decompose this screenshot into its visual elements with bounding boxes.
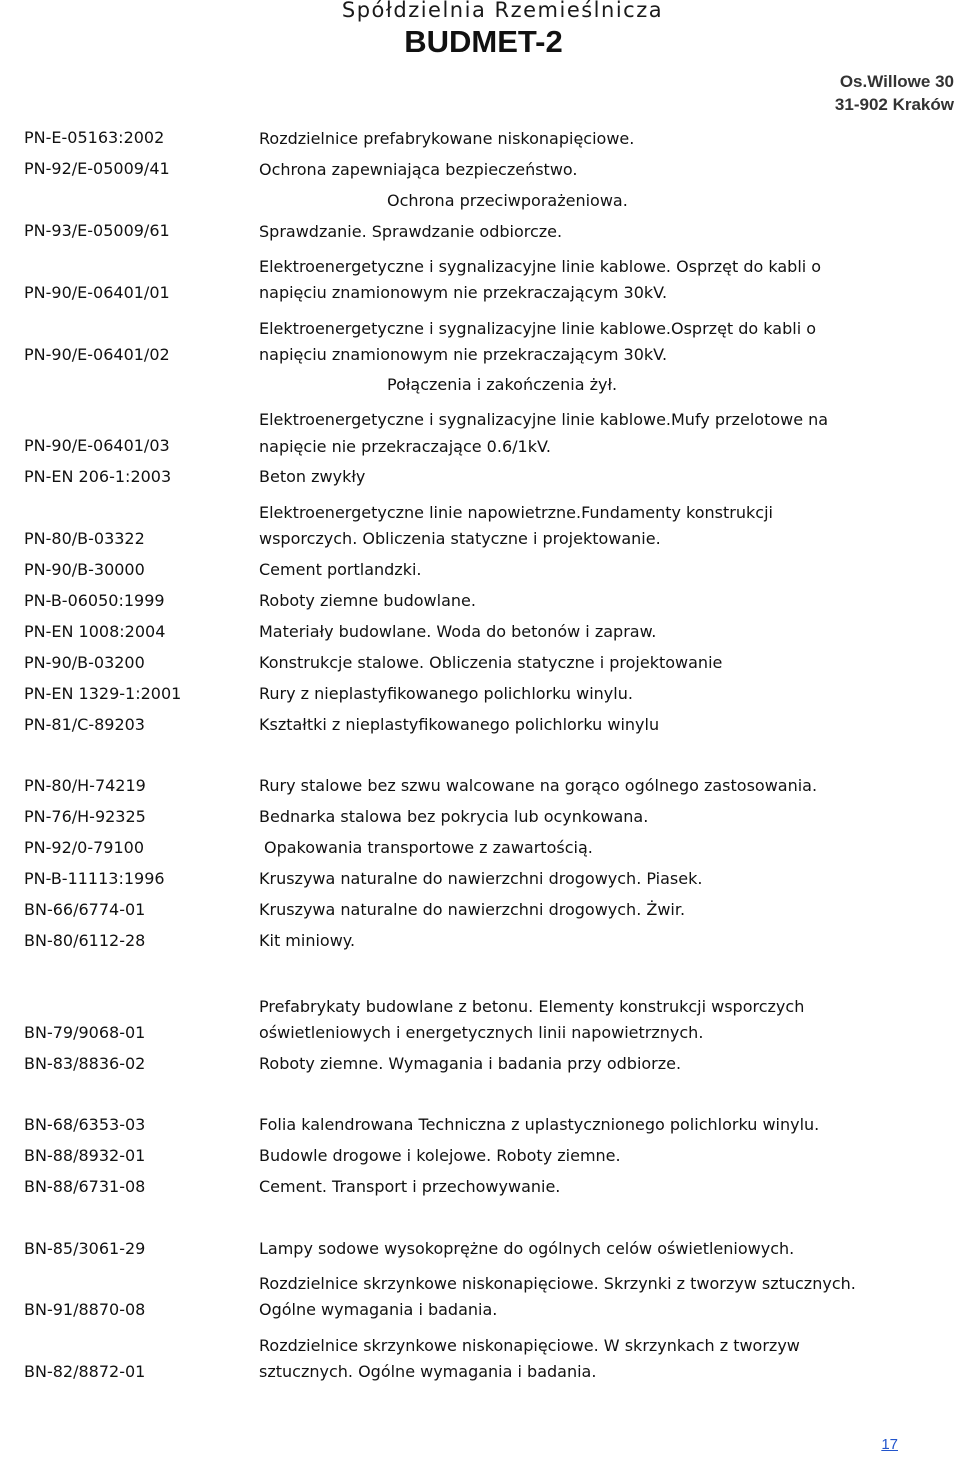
standard-code: BN-88/6731-08 [24, 1177, 146, 1196]
standard-description: Ogólne wymagania i badania. [259, 1300, 498, 1319]
standard-code: BN-79/9068-01 [24, 1023, 146, 1042]
standard-description: napięciu znamionowym nie przekraczającym 30kV. [259, 283, 668, 302]
standard-description: Rozdzielnice skrzynkowe niskonapięciowe. Skrzynki z tworzyw sztucznych. [259, 1274, 856, 1293]
company-title: Spółdzielnia Rzemieślnicza [341, 0, 664, 22]
standard-description: Elektroenergetyczne i sygnalizacyjne linie kablowe.Mufy przelotowe na [259, 410, 829, 429]
standard-description: oświetleniowych i energetycznych linii napowietrznych. [259, 1023, 704, 1042]
standard-description: Roboty ziemne budowlane. [259, 591, 476, 610]
standard-code: PN-92/0-79100 [24, 838, 144, 857]
standard-code: PN-76/H-92325 [24, 807, 146, 826]
standard-code: PN-B-06050:1999 [24, 591, 165, 610]
standard-description: Elektroenergetyczne i sygnalizacyjne linie kablowe.Osprzęt do kabli o [259, 319, 817, 338]
address-city: 31-902 Kraków [834, 95, 954, 114]
address-street: Os.Willowe 30 [839, 72, 954, 91]
standard-description: wsporczych. Obliczenia statyczne i projektowanie. [259, 529, 661, 548]
standard-code: PN-EN 1329-1:2001 [24, 684, 182, 703]
standard-description: napięcie nie przekraczające 0.6/1kV. [259, 437, 551, 456]
standard-code: PN-92/E-05009/41 [24, 159, 170, 178]
standard-description: napięciu znamionowym nie przekraczającym 30kV. [259, 345, 668, 364]
standard-description: Rury z nieplastyfikowanego polichlorku winylu. [259, 684, 633, 703]
standard-description: Konstrukcje stalowe. Obliczenia statyczne i projektowanie [259, 653, 723, 672]
standard-code: BN-85/3061-29 [24, 1239, 146, 1258]
standard-description: Ochrona zapewniająca bezpieczeństwo. [259, 160, 578, 179]
standard-code: PN-90/E-06401/02 [24, 345, 170, 364]
standard-code: PN-90/B-03200 [24, 653, 145, 672]
standard-code: BN-88/8932-01 [24, 1146, 146, 1165]
company-name: BUDMET-2 [404, 24, 563, 59]
standard-description: Kit miniowy. [259, 931, 356, 950]
standard-description: Prefabrykaty budowlane z betonu. Elementy konstrukcji wsporczych [259, 997, 805, 1016]
standard-description: Roboty ziemne. Wymagania i badania przy odbiorze. [259, 1054, 682, 1073]
standard-description: sztucznych. Ogólne wymagania i badania. [259, 1362, 597, 1381]
standard-code: PN-EN 1008:2004 [24, 622, 166, 641]
standard-code: BN-91/8870-08 [24, 1300, 146, 1319]
standard-code: PN-B-11113:1996 [24, 869, 165, 888]
standard-description: Sprawdzanie. Sprawdzanie odbiorcze. [259, 222, 563, 241]
standard-code: BN-82/8872-01 [24, 1362, 146, 1381]
standard-description: Elektroenergetyczne linie napowietrzne.Fundamenty konstrukcji [259, 503, 773, 522]
standard-code: PN-80/H-74219 [24, 776, 146, 795]
standard-description: Rozdzielnice skrzynkowe niskonapięciowe. W skrzynkach z tworzyw [259, 1336, 800, 1355]
standard-code: BN-68/6353-03 [24, 1115, 146, 1134]
standard-code: BN-80/6112-28 [24, 931, 146, 950]
standard-code: PN-90/E-06401/01 [24, 283, 170, 302]
standard-code: PN-90/B-30000 [24, 560, 145, 579]
standard-description: Opakowania transportowe z zawartością. [264, 838, 593, 857]
standard-description: Bednarka stalowa bez pokrycia lub ocynkowana. [259, 807, 649, 826]
standard-code: PN-EN 206-1:2003 [24, 467, 172, 486]
page-number: 17 [881, 1436, 898, 1453]
standard-description: Ochrona przeciwporażeniowa. [387, 191, 628, 210]
standard-description: Kruszywa naturalne do nawierzchni drogowych. Piasek. [259, 869, 703, 888]
standard-description: Rozdzielnice prefabrykowane niskonapięciowe. [259, 129, 635, 148]
standard-code: PN-80/B-03322 [24, 529, 145, 548]
standard-description: Połączenia i zakończenia żył. [387, 375, 618, 394]
standard-code: BN-83/8836-02 [24, 1054, 146, 1073]
standard-description: Kruszywa naturalne do nawierzchni drogowych. Żwir. [259, 900, 686, 919]
standard-description: Lampy sodowe wysokoprężne do ogólnych celów oświetleniowych. [259, 1239, 795, 1258]
standard-description: Budowle drogowe i kolejowe. Roboty ziemne. [259, 1146, 621, 1165]
standard-description: Materiały budowlane. Woda do betonów i zapraw. [259, 622, 657, 641]
standard-description: Cement portlandzki. [259, 560, 422, 579]
standard-description: Cement. Transport i przechowywanie. [259, 1177, 561, 1196]
standard-description: Beton zwykły [259, 467, 366, 486]
standard-code: BN-66/6774-01 [24, 900, 146, 919]
standard-code: PN-81/C-89203 [24, 715, 145, 734]
standard-code: PN-E-05163:2002 [24, 128, 165, 147]
standard-description: Kształtki z nieplastyfikowanego polichlorku winylu [259, 715, 660, 734]
standard-description: Rury stalowe bez szwu walcowane na gorąco ogólnego zastosowania. [259, 776, 818, 795]
standard-code: PN-93/E-05009/61 [24, 221, 170, 240]
standard-code: PN-90/E-06401/03 [24, 436, 170, 455]
standard-description: Folia kalendrowana Techniczna z uplastycznionego polichlorku winylu. [259, 1115, 820, 1134]
standard-description: Elektroenergetyczne i sygnalizacyjne linie kablowe. Osprzęt do kabli o [259, 257, 822, 276]
